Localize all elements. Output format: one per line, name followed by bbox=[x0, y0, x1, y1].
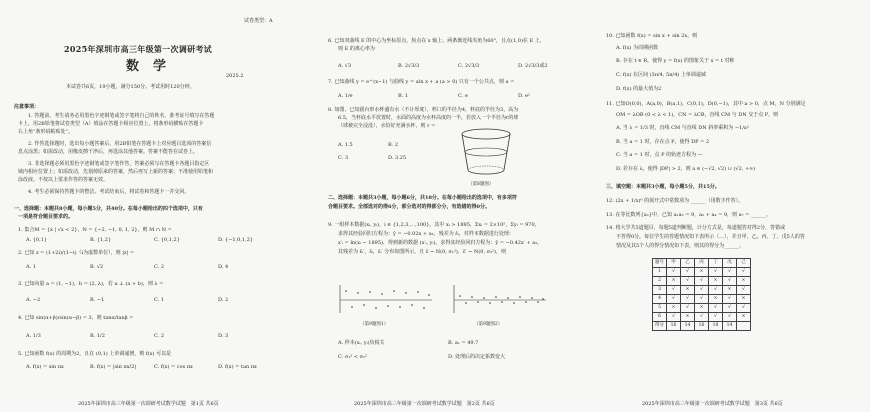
fig-9a-caption: （第9题图1） bbox=[360, 322, 389, 327]
table-cell: √ bbox=[709, 286, 723, 295]
notice-line: 右上角“条形码粘贴处”。 bbox=[18, 129, 74, 135]
residual-points-1 bbox=[345, 290, 430, 309]
table-cell: × bbox=[667, 277, 681, 286]
notice-line: 卡上，用2B铅笔将试卷类型（A）填涂在答题卡相应位置上。将条形码横贴在答题卡 bbox=[18, 121, 204, 127]
q11-option-d: D. 若存在 λ，使得 |DP| > 2，则 a ∈ (−√2, √2) ∪ (√2, +∞) bbox=[616, 166, 756, 172]
notice-line: 1. 答题前，考生请务必用黑色字迹钢笔或签字笔将自己的姓名、准考证号填写在答题 bbox=[28, 113, 215, 119]
table-cell: √ bbox=[709, 304, 723, 313]
fig-8-caption: （第8题图） bbox=[468, 182, 494, 187]
page-3-footer: 2025年深圳市高三年级第一次调研考试数学试题 第3页 共6页 bbox=[642, 400, 783, 407]
q7-option-d: D. e² bbox=[518, 93, 530, 99]
table-score-row bbox=[653, 322, 751, 331]
q5-option-b: B. f(x) = |sin πx/2| bbox=[90, 364, 137, 370]
question-9: 9. 一组样本数据(xᵢ, yᵢ)，i ∈ {1,2,3,…,100}，其中 xᵢ > 1895，Σxᵢ = 2×10⁵，Σyᵢ = 970， bbox=[328, 222, 540, 228]
table-cell: √ bbox=[681, 295, 695, 304]
table-cell: × bbox=[695, 304, 709, 313]
page-2 bbox=[290, 0, 580, 412]
table-row bbox=[653, 295, 751, 304]
section-2-heading: 二、选择题：本题共3小题，每小题6分，共18分。在每小题给出的选项中，有多项符 bbox=[328, 195, 517, 201]
q10-option-c: C. f(x) 在区间 (3π/4, 5π/4) 上单调递减 bbox=[616, 72, 706, 78]
answer-table bbox=[652, 258, 751, 331]
q5-option-a: A. f(x) = sin πx bbox=[26, 364, 64, 370]
notice-line: 3. 非选择题必须用黑色字迹钢笔或签字笔作答，答案必须写在答题卡各题目指定区 bbox=[28, 161, 210, 167]
q5-option-d: D. f(x) = tan πx bbox=[218, 364, 257, 370]
question-9-cont: 其残差为 ε̂ᵢ′，ε̂ᵢ，ε̂ᵢ′ 分布如图所示，且 ε̂ ~ N(0, σ₁²)，ε̂′ ~ N(0, σ₂²)，则 bbox=[338, 249, 506, 255]
table-header-cell: 丙 bbox=[695, 259, 709, 268]
q1-option-c: C. {0,1,2} bbox=[154, 237, 180, 243]
table-cell: 6 bbox=[653, 313, 667, 322]
q10-option-a: A. f(x) 为周期函数 bbox=[616, 45, 658, 51]
exam-info: 本试卷共6页，19小题，满分150分。考试用时120分钟。 bbox=[66, 84, 195, 90]
q2-option-b: B. √2 bbox=[90, 264, 104, 270]
table-cell: √ bbox=[681, 304, 695, 313]
table-cell: √ bbox=[723, 313, 737, 322]
table-row bbox=[653, 304, 751, 313]
table-row bbox=[653, 277, 751, 286]
table-cell: × bbox=[681, 286, 695, 295]
q1-option-a: A. {0,1} bbox=[26, 237, 48, 243]
table-cell: × bbox=[681, 313, 695, 322]
q3-option-d: D. 2 bbox=[218, 297, 229, 303]
page-3 bbox=[580, 0, 870, 412]
fig-9b-caption: （第9题图2） bbox=[474, 322, 503, 327]
cup-figure bbox=[458, 126, 514, 180]
table-cell: √ bbox=[681, 268, 695, 277]
question-14: 14. 将大学共5道题目，每题5道判断题，计分方式是，每道题答对得2分，答错或 bbox=[606, 225, 786, 231]
table-cell: × bbox=[723, 286, 737, 295]
table-cell: × bbox=[737, 295, 751, 304]
table-cell: √ bbox=[723, 277, 737, 286]
table-cell: × bbox=[667, 304, 681, 313]
notice-line: 涂改液。不按以上要求作答的答案无效。 bbox=[18, 177, 109, 183]
table-cell: √ bbox=[709, 313, 723, 322]
table-cell: √ bbox=[695, 313, 709, 322]
question-5: 5. 已知函数 f(x) 的周期为2，且在 (0,1) 上单调递增，则 f(x) 可以是 bbox=[18, 351, 172, 357]
section-1-heading-cont: 一项是符合题目要求的。 bbox=[18, 214, 74, 220]
table-header-cell: 丁 bbox=[709, 259, 723, 268]
table-cell: 得分 bbox=[653, 322, 667, 331]
table-cell: √ bbox=[667, 268, 681, 277]
q4-option-d: D. 3 bbox=[218, 333, 229, 339]
table-cell: × bbox=[695, 268, 709, 277]
table-header-cell: 己 bbox=[737, 259, 751, 268]
residual-points-2 bbox=[459, 295, 544, 304]
q7-option-a: A. 1/e bbox=[338, 93, 353, 99]
table-cell: √ bbox=[667, 286, 681, 295]
section-3-heading: 三、填空题：本题共3小题，每小题5分，共15分。 bbox=[606, 184, 720, 190]
q9-option-a: A. 样本(xᵢ, yᵢ)负相关 bbox=[338, 340, 385, 346]
notice-line: 息点涂黑；如需改动，用橡皮擦干净后，再选涂其他答案。答案不能答在试卷上。 bbox=[18, 149, 199, 155]
q8-option-a: A. 1.5 bbox=[338, 142, 353, 148]
page-2-footer: 2025年深圳市高三年级第一次调研考试数学试题 第2页 共6页 bbox=[354, 400, 495, 407]
exam-title: 2025年深圳市高三年级第一次调研考试 bbox=[64, 44, 212, 54]
table-header-cell: 题号 bbox=[653, 259, 667, 268]
question-14-cont: 不答得0分，每位学生的答题情况如下表所示（…），并且甲、乙、丙、丁、戊5人的答 bbox=[616, 234, 805, 240]
table-cell: 14 bbox=[723, 322, 737, 331]
question-8-cont: （球被完全浸没），水恰好充满水杯，则 r = bbox=[338, 123, 436, 129]
q2-option-d: D. 4 bbox=[218, 264, 229, 270]
notice-line: 2. 作答选择题时，选出每小题答案后，用2B铅笔在答题卡上对应题目选项的答案信 bbox=[28, 141, 212, 147]
q3-option-a: A. −2 bbox=[26, 297, 41, 303]
table-row bbox=[653, 313, 751, 322]
table-cell: 18 bbox=[709, 322, 723, 331]
residual-plot-1 bbox=[338, 283, 434, 317]
question-11: 11. 已知O(0,0)，A(a,0)，B(a,1)，C(0,1)，D(0,−1)，其中 a > 0，点 M，N 分别满足 bbox=[606, 101, 806, 107]
question-2: 2. 已知 z = (1+2i)/(1−i)（i为虚数单位），则 |z| = bbox=[18, 250, 135, 256]
q6-option-a: A. √3 bbox=[338, 63, 352, 69]
section-1-heading: 一、选择题：本题共8小题，每小题5分，共40分。在每小题给出的四个选项中，只有 bbox=[14, 206, 203, 212]
question-12: 12. (2x + 1/x)⁶ 的展开式中常数项为 ______（用数字作答）。 bbox=[606, 198, 744, 204]
table-cell: √ bbox=[737, 268, 751, 277]
q4-option-a: A. 1/3 bbox=[26, 333, 41, 339]
table-cell: √ bbox=[737, 304, 751, 313]
question-6: 6. 已知双曲线 E 的中心为坐标原点，焦点在 x 轴上，两条渐近线夹角为60°，且点(1,0)在 E 上， bbox=[328, 38, 545, 44]
table-row bbox=[653, 286, 751, 295]
question-8: 8. 如图，已知圆台形水杯盛有水（不计厚度），杯口的半径为4，杯底的半径为3，高为 bbox=[328, 107, 519, 113]
q11-option-a: A. 当 λ = 1/3 时，直线 CM 与直线 DN 斜率乘积为 −1/a² bbox=[616, 125, 749, 131]
question-14-cont: 情况及其5个人的得分情况如下表，则其的得分为______。 bbox=[616, 243, 745, 249]
question-11-cont: OM = λOB (0 < λ < 1)，CN = λCB，直线 CM 与 DN 交于点 P，则 bbox=[616, 112, 779, 118]
q9-option-b: B. a₁ = 49.7 bbox=[448, 340, 479, 346]
question-8-cont: 6.5，当杯底水平放置时，水面的高度为水杯高度的一半，若放入一个半径为r的球 bbox=[338, 115, 519, 121]
table-cell: 14 bbox=[681, 322, 695, 331]
table-cell: 5 bbox=[653, 304, 667, 313]
table-cell: √ bbox=[723, 295, 737, 304]
table-cell: √ bbox=[723, 304, 737, 313]
notice-line: 域内相应位置上；如需改动，先划掉原来的答案，然后再写上新的答案；不准使用铅笔和 bbox=[18, 169, 214, 175]
q4-option-b: B. 1/2 bbox=[90, 333, 105, 339]
table-cell: √ bbox=[695, 286, 709, 295]
exam-type: 试卷类型：A bbox=[244, 18, 273, 24]
exam-date: 2025.2 bbox=[226, 73, 244, 79]
question-9-cont: x′ᵢ = ln(xᵢ − 1895)，得到新的数据 (x′ᵢ, yᵢ)，求得其经验回归方程为：ŷ = −0.42x′ + a₂， bbox=[338, 240, 543, 246]
residual-plot-2 bbox=[452, 283, 548, 317]
table-cell: √ bbox=[667, 313, 681, 322]
table-header-cell: 甲 bbox=[667, 259, 681, 268]
table-cell: × bbox=[709, 295, 723, 304]
table-row bbox=[653, 268, 751, 277]
q6-option-c: C. 2√3/3 bbox=[458, 63, 480, 69]
q6-option-d: D. 2√3/3或2 bbox=[518, 63, 548, 69]
table-cell: √ bbox=[709, 268, 723, 277]
subject-title: 数学 bbox=[126, 59, 181, 74]
table-header-row bbox=[653, 259, 751, 268]
q7-option-c: C. e bbox=[458, 93, 468, 99]
q2-option-c: C. 2 bbox=[154, 264, 165, 270]
table-header-cell: 戊 bbox=[723, 259, 737, 268]
q11-option-c: C. 当 a = 1 时，点 P 的轨迹方程为 — bbox=[616, 152, 703, 158]
question-4: 4. 已知 sin(α+β)/sin(α−β) = 3，则 tanα/tanβ = bbox=[18, 315, 134, 321]
page-1 bbox=[0, 0, 290, 412]
table-cell: √ bbox=[695, 277, 709, 286]
question-9-cont: 求得其经验回归方程为：ŷ = −0.02x + a₁，残差为 ε̂ᵢ，对样本数据进行处理： bbox=[338, 231, 514, 237]
table-cell: × bbox=[709, 277, 723, 286]
question-10: 10. 已知函数 f(x) = sin x + sin 2x，则 bbox=[606, 33, 698, 39]
q3-option-c: C. 1 bbox=[154, 297, 165, 303]
table-cell: √ bbox=[681, 277, 695, 286]
q10-option-d: D. f(x) 的最大值为2 bbox=[616, 86, 662, 92]
table-cell: √ bbox=[723, 268, 737, 277]
q3-option-b: B. −1 bbox=[90, 297, 105, 303]
table-cell: × bbox=[737, 313, 751, 322]
notice-heading: 注意事项： bbox=[14, 104, 40, 110]
table-cell: 1 bbox=[653, 268, 667, 277]
table-cell: 16 bbox=[695, 322, 709, 331]
table-cell: × bbox=[737, 277, 751, 286]
page-1-footer: 2025年深圳市高三年级第一次调研考试数学试题 第1页 共6页 bbox=[78, 400, 219, 407]
question-13: 13. 在等比数列{aₙ}中，已知 a₁a₃ = 9，a₂ + a₄ = 9，则 a₇ = ______。 bbox=[606, 212, 771, 218]
table-cell: √ bbox=[737, 286, 751, 295]
table-cell bbox=[737, 322, 751, 331]
question-3: 3. 已知向量 a = (1, −1)，b = (2, λ)，若 a ⊥ (a + b)，则 λ = bbox=[18, 281, 164, 287]
table-cell: 2 bbox=[653, 277, 667, 286]
q7-option-b: B. 1 bbox=[398, 93, 409, 99]
notice-line: 4. 考生必须保持答题卡的整洁。考试结束后，将试卷和答题卡一并交回。 bbox=[28, 189, 190, 195]
table-cell: √ bbox=[695, 295, 709, 304]
q4-option-c: C. 2 bbox=[154, 333, 165, 339]
q8-option-d: D. 3.25 bbox=[388, 155, 407, 161]
q9-option-c: C. σ₁² < σ₂² bbox=[338, 354, 368, 360]
q11-option-b: B. 当 a = 1 时，存在点 P，使得 DP = 2 bbox=[616, 139, 710, 145]
question-1: 1. 集合M = {x | √x < 2}，N = {−2, −1, 0, 1, 2}，则 M ∩ N = bbox=[18, 227, 172, 233]
q6-option-b: B. 2√3/3 bbox=[398, 63, 420, 69]
question-7: 7. 已知曲线 y = e^(x−1) 与曲线 y = aln x + a (a > 0) 只有一个公共点，则 a = bbox=[328, 79, 515, 85]
table-cell: 3 bbox=[653, 286, 667, 295]
section-2-heading-cont: 合题目要求。全部选对的得6分，部分选对的得部分分，有选错的得0分。 bbox=[328, 204, 490, 210]
q1-option-b: B. {1,2} bbox=[90, 237, 112, 243]
q1-option-d: D. {−1,0,1,2} bbox=[218, 237, 254, 243]
q5-option-c: C. f(x) = cos πx bbox=[154, 364, 193, 370]
q10-option-b: B. 存在 t ∈ R，使得 y = f(x) 的图象关于 x = t 对称 bbox=[616, 58, 735, 64]
table-header-cell: 乙 bbox=[681, 259, 695, 268]
q8-option-c: C. 3 bbox=[338, 155, 349, 161]
q9-option-d: D. 处理后的决定系数变大 bbox=[448, 354, 506, 360]
table-cell: 4 bbox=[653, 295, 667, 304]
table-cell: √ bbox=[667, 295, 681, 304]
question-6-cont: 则 E 的离心率为 bbox=[338, 46, 375, 52]
q2-option-a: A. 1 bbox=[26, 264, 36, 270]
q8-option-b: B. 2 bbox=[388, 142, 399, 148]
table-cell: 16 bbox=[667, 322, 681, 331]
